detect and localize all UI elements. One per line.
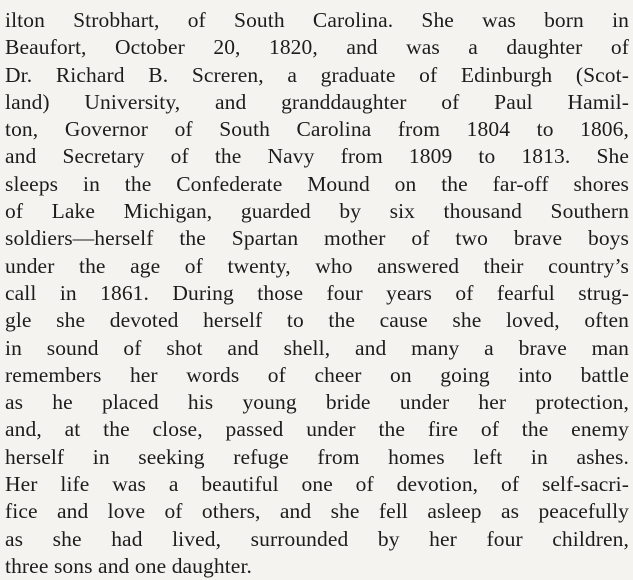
text-line: of Lake Michigan, guarded by six thousand Southern: [5, 199, 629, 224]
text-line: and Secretary of the Navy from 1809 to 1813. She: [5, 144, 629, 169]
text-line: in sound of shot and shell, and many a brave man: [5, 335, 629, 360]
text-line: as he placed his young bride under her protection,: [5, 390, 629, 415]
text-line: ilton Strobhart, of South Carolina. She was born in: [5, 8, 629, 32]
text-line: gle she devoted herself to the cause she loved, often: [5, 308, 629, 333]
text-line: and, at the close, passed under the fire of the enemy: [5, 417, 629, 442]
text-line: under the age of twenty, who answered their country’s: [5, 253, 629, 278]
text-line: sleeps in the Confederate Mound on the far-off shores: [5, 171, 629, 196]
text-line: remembers her words of cheer on going into battle: [5, 362, 629, 387]
text-line: Beaufort, October 20, 1820, and was a daughter of: [5, 35, 629, 60]
paragraph: [5, 7, 633, 580]
text-line: herself in seeking refuge from homes left in ashes.: [5, 444, 629, 469]
text-line: fice and love of others, and she fell asleep as peacefully: [5, 499, 629, 524]
text-line: as she had lived, surrounded by her four children,: [5, 526, 629, 551]
text-line: Her life was a beautiful one of devotion, of self-sacri-: [5, 472, 629, 497]
text-line: soldiers—herself the Spartan mother of two brave boys: [5, 226, 629, 251]
text-line: three sons and one daughter.: [5, 553, 252, 578]
text-line: land) University, and granddaughter of Paul Hamil-: [5, 89, 629, 114]
text-line: ton, Governor of South Carolina from 1804 to 1806,: [5, 117, 629, 142]
text-line: Dr. Richard B. Screren, a graduate of Edinburgh (Scot-: [5, 62, 629, 87]
text-line: call in 1861. During those four years of fearful strug-: [5, 280, 629, 305]
